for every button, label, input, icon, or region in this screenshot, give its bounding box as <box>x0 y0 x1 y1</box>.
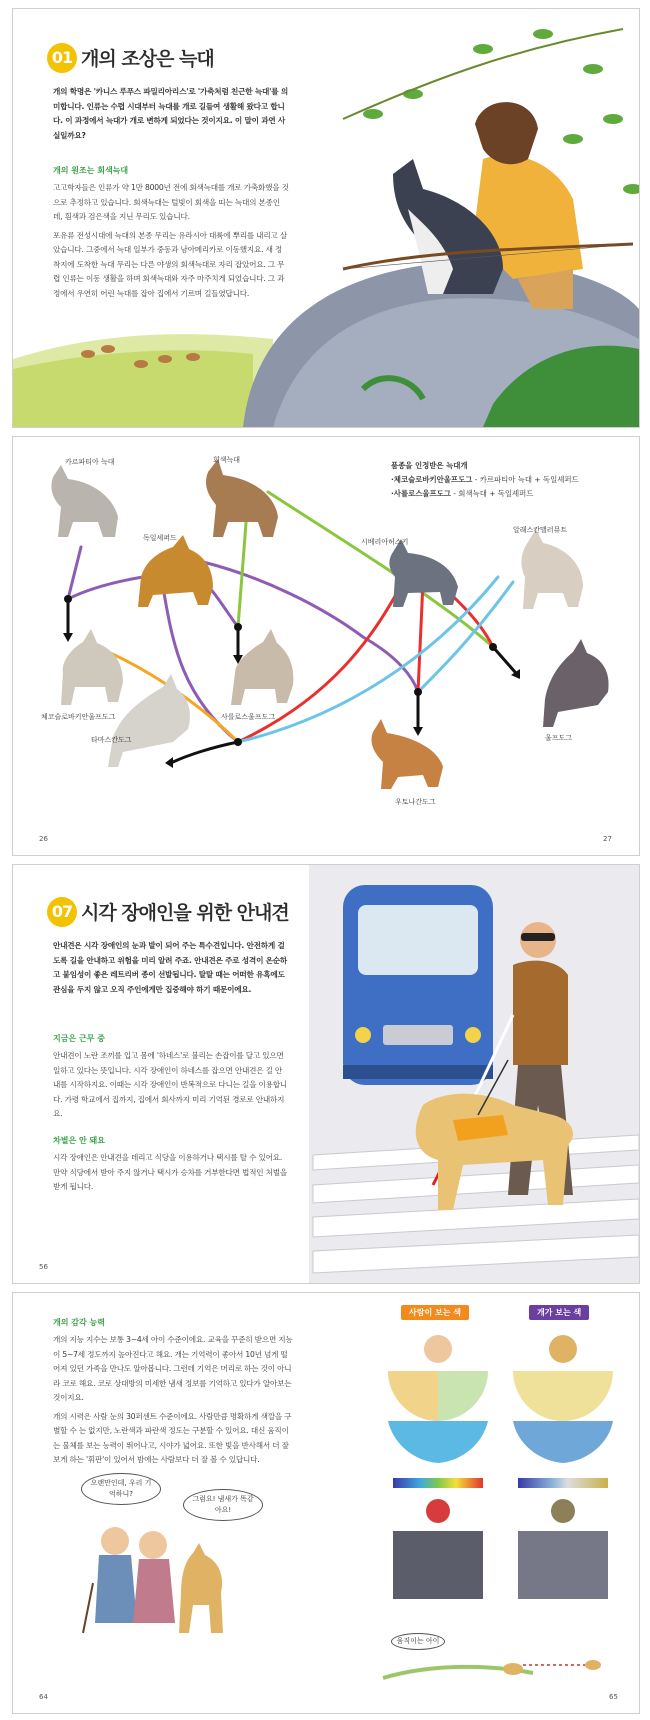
german-shepherd-figure <box>138 535 213 607</box>
note-line <box>391 487 631 501</box>
lineage-line-green <box>268 492 493 647</box>
note-line <box>391 473 631 487</box>
note-title: 품종을 인정받은 늑대개 <box>391 461 468 470</box>
body-paragraph: 개의 지능 지수는 보통 3~4세 아이 수준이에요. 교육을 꾸준히 받으면 지능이 5~7세 정도까지 높아진다고 해요. 개는 기억력이 좋아서 10년 넘게 떨어져 있던 가족을 만나도 알아봅니다. 그런데 기억은 머리로 하는 것이 아니라 코로 해요. 코로 상대방의 미세한 냄새 정보를 기억하고 있다가 알아보는 것이지요. <box>53 1335 293 1402</box>
wolfdog-figure <box>543 639 609 727</box>
recognized-breeds-note <box>391 459 631 501</box>
page-number-left: 64 <box>39 1693 48 1701</box>
result-arrow <box>493 647 515 672</box>
speech-bubble-moving: 움직이는 아이 <box>391 1633 445 1650</box>
spread-wolfdog-breeds <box>12 436 640 856</box>
dog-face <box>549 1335 577 1363</box>
illustration-guide-dog-crossing <box>13 865 639 1283</box>
section-subtitle: 지금은 근무 중 <box>53 1034 105 1043</box>
spread-wolf-ancestor <box>12 8 640 428</box>
lineage-line-purple <box>68 547 81 599</box>
tag-human-sees: 사람이 보는 색 <box>401 1305 469 1320</box>
label-tamaskan: 타마스칸도그 <box>91 736 132 744</box>
note-breed-origin: - 회색늑대 + 독일셰퍼드 <box>450 489 534 498</box>
page-number-left: 56 <box>39 1263 48 1271</box>
chapter-title-text: 시각 장애인을 위한 안내견 <box>81 902 289 924</box>
dog-spectrum-bar <box>518 1478 608 1488</box>
label-wolfdog: 울프도그 <box>545 734 573 742</box>
page-number-right: 65 <box>609 1693 618 1701</box>
spread-dog-senses <box>12 1292 640 1714</box>
section-subtitle: 차별은 안 돼요 <box>53 1136 105 1145</box>
gray-wolf-figure <box>206 459 278 537</box>
saarloos-wolfdog-figure <box>231 629 293 705</box>
body-paragraph: 시각 장애인은 안내견을 데리고 식당을 이용하거나 택시를 탈 수 있어요. 만약 식당에서 받아 주지 않거나 택시가 승차를 거부한다면 법적인 처벌을 받게 됩니다. <box>53 1153 287 1191</box>
label-gray-wolf: 회색늑대 <box>213 456 241 464</box>
chapter-title-text: 개의 조상은 늑대 <box>81 48 214 70</box>
page-number-left: 26 <box>39 835 48 843</box>
speech-bubble-dog: 그럼요! 냄새가 똑같아요! <box>183 1489 263 1521</box>
intro-paragraph: 개의 학명은 '카니스 루푸스 파밀리아리스'로 '가축처럼 친근한 늑대'를 의미합니다. 인류는 수렵 시대부터 늑대를 개로 길들여 생활해 왔다고 합니다. 이 과정에서 늑대가 개로 변하게 되었다는 것이지요. 이 말이 과연 사실일까요? <box>53 87 288 140</box>
czech-wolfdog-figure <box>61 629 123 705</box>
spread-guide-dog <box>12 864 640 1284</box>
carpathian-wolf-figure <box>51 465 118 537</box>
section-subtitle: 개의 원조는 회색늑대 <box>53 166 129 175</box>
label-siberian-husky: 시베리아허스키 <box>361 538 409 546</box>
night-scene-human <box>393 1531 483 1599</box>
night-scene-dog <box>518 1531 608 1599</box>
body-paragraph: 고고학자들은 인류가 약 1만 8000년 전에 회색늑대를 개로 가축화했을 것으로 추정하고 있습니다. 회색늑대는 털빛이 회색을 띠는 늑대의 본종인데, 흰색과 검은색을 지닌 무리도 있습니다. <box>53 183 289 221</box>
body-paragraph: 포유류 전성시대에 늑대의 본종 무리는 유라시아 대륙에 뿌리를 내리고 살았습니다. 그중에서 늑대 일부가 중동과 남아메리카로 이동했지요. 새 정착지에 도착한 늑대 무리는 다른 야생의 회색늑대로 자리 잡았어요. 그 무렵 인류는 이동 생활을 하며 회색늑대와 자주 마주치게 되었습니다. 그 과정에서 우연히 어린 늑대를 잡아 집에서 기르며 길들였답니다. <box>53 230 287 298</box>
label-alaskan-malamute: 알래스칸맬러뮤트 <box>513 526 568 534</box>
lineage-line-purple <box>68 577 143 599</box>
label-carpathian-wolf: 카르파티아 늑대 <box>65 458 115 466</box>
elderly-couple-figure <box>83 1527 175 1633</box>
section-subtitle: 개의 감각 능력 <box>53 1318 105 1327</box>
speech-bubble-elderly: 오랜만인데, 우리 기억하니? <box>81 1473 161 1505</box>
intro-paragraph: 안내견은 시각 장애인의 눈과 발이 되어 주는 특수견입니다. 안전하게 걸도록 길을 안내하고 위험을 미리 알려 주죠. 안내견은 주로 성격이 온순하고 붙임성이 좋은 레트리버 종이 선발됩니다. 탈탈 때는 어떠한 유혹에도 관심을 두지 않고 오직 주인에게만 집중해야 하기 때문이에요. <box>53 941 288 994</box>
note-breed-name: ·사를로스울프도그 <box>391 489 451 498</box>
chapter-number-badge: 07 <box>47 897 77 927</box>
label-german-shepherd: 독일셰퍼드 <box>143 534 177 542</box>
chapter-number-badge: 01 <box>47 43 77 73</box>
dog-figure-small <box>179 1543 223 1633</box>
ball-dog-view <box>551 1499 575 1523</box>
page-number-right: 27 <box>603 835 612 843</box>
result-arrow <box>173 742 238 762</box>
label-czech-wolfdog: 체코슬로바키안울프도그 <box>41 713 116 721</box>
human-face <box>424 1335 452 1363</box>
label-utonagan: 우토나간도그 <box>395 798 436 806</box>
human-spectrum-bar <box>393 1478 483 1488</box>
ball-human-view <box>426 1499 450 1523</box>
body-paragraph: 개의 시력은 사람 눈의 30퍼센트 수준이에요. 사람만큼 명확하게 색깔을 구별할 수 는 없지만, 노란색과 파란색 정도는 구분할 수 있어요. 대신 움직이는 물체를 보는 능력이 뛰어나고, 시야가 넓어요. 또한 빛을 반사해서 더 잘 보게 하는 '휘판'이 있어서 밤에는 사람보다 더 잘 볼 수 있답니다. <box>53 1411 292 1464</box>
note-breed-name: ·체코슬로바키안울프도그 <box>391 475 473 484</box>
body-paragraph: 안내견이 노란 조끼를 입고 몸에 '하네스'로 불리는 손잡이를 달고 있으면 일하고 있다는 뜻입니다. 시각 장애인이 하네스를 잡으면 안내견은 길 안내를 시작하지요. 이때는 시각 장애인이 반복적으로 다니는 길을 이용합니다. 가령 학교에서 집까지, 집에서 회사까지 미리 기억된 경로로 안내하지요. <box>53 1051 287 1118</box>
utonagan-figure <box>371 719 443 789</box>
note-breed-origin: - 카르파티아 늑대 + 독일셰퍼드 <box>472 475 579 484</box>
illustration-hunter-and-wolf <box>13 9 639 427</box>
label-saarloos-wolfdog: 사를로스울프도그 <box>221 713 276 721</box>
alaskan-malamute-figure <box>521 529 583 609</box>
tag-dog-sees: 개가 보는 색 <box>529 1305 589 1320</box>
lineage-line-red <box>418 582 423 692</box>
